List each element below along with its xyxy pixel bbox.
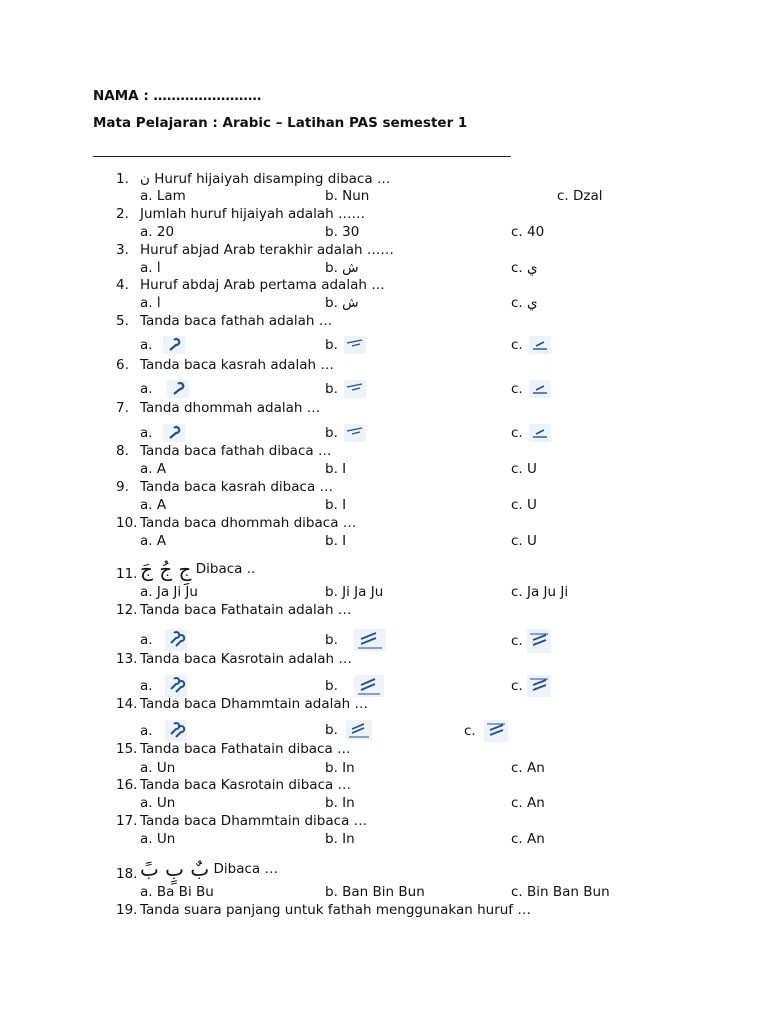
option-c: c. Dzal [557,188,603,204]
option-a: a. ا [140,295,161,311]
option-c: c. ي [511,295,538,311]
option-b: b. [325,380,366,398]
option-b: b. I [325,497,347,513]
option-a: a. Un [140,795,176,811]
question-text: Tanda baca kasrah adalah … [140,357,334,373]
option-b: b. Ban Bin Bun [325,884,425,900]
question-text: Tanda baca fathah dibaca … [140,443,332,459]
fathah-icon [344,380,366,398]
question-number: 11. [116,566,138,582]
question-number: 1. [116,171,129,187]
option-a: a. Un [140,831,176,847]
option-b: b. [325,336,366,354]
option-c: c. [511,629,551,653]
option-a: a. A [140,461,167,477]
option-c: c. [511,675,551,697]
question-text: Tanda suara panjang untuk fathah menggunakan huruf … [140,902,531,918]
option-c: c. U [511,533,537,549]
option-c: c. Bin Ban Bun [511,884,610,900]
question-number: 8. [116,443,129,459]
option-a: a. A [140,533,167,549]
option-b: b. Ji Ja Ju [325,584,384,600]
question-text: بٌ بٍ بً Dibaca … [140,857,278,881]
question-text: Tanda baca Fathatain dibaca … [140,741,351,757]
option-a: a. [140,336,185,354]
dhammah-icon [163,336,185,354]
option-b: b. ش [325,260,359,276]
option-a: a. Un [140,760,176,776]
option-a: a. [140,380,189,398]
dhammatain-icon [165,720,187,742]
option-c: c. 40 [511,224,545,240]
question-number: 9. [116,479,129,495]
option-b: b. 30 [325,224,360,240]
question-number: 10. [116,515,138,531]
option-b: b. [325,720,372,740]
option-c: c. [511,424,551,442]
option-b: b. Nun [325,188,370,204]
question-number: 6. [116,357,129,373]
student-name-field: NAMA : …………………… [93,88,262,104]
option-b: b. [325,675,384,697]
option-b: b. I [325,461,347,477]
dhammatain-icon [165,629,187,651]
question-text: Tanda dhommah adalah … [140,400,321,416]
dhammatain-icon [165,675,187,697]
question-number: 19. [116,902,138,918]
option-b: b. In [325,831,355,847]
header-divider [93,156,511,157]
question-text: Tanda baca Dhammtain dibaca … [140,813,368,829]
question-text: ن Huruf hijaiyah disamping dibaca … [140,171,391,187]
option-a: a. ا [140,260,161,276]
fathah-icon [344,424,366,442]
option-a: a. [140,720,187,742]
question-number: 16. [116,777,138,793]
option-b: b. [325,424,366,442]
option-c: c. [464,720,508,742]
option-c: c. [511,336,551,354]
option-c: c. U [511,461,537,477]
option-c: c. An [511,795,545,811]
question-number: 5. [116,313,129,329]
question-text: Tanda baca fathah adalah … [140,313,333,329]
question-text: Tanda baca kasrah dibaca … [140,479,334,495]
option-b: b. In [325,795,355,811]
question-number: 13. [116,651,138,667]
option-b: b. [325,629,386,651]
question-number: 12. [116,602,138,618]
question-text: Tanda baca Kasrotain adalah … [140,651,352,667]
option-a: a. Lam [140,188,186,204]
option-c: c. ي [511,260,538,276]
question-text: جِ جُ جَ Dibaca .. [140,557,256,581]
question-text: Huruf abjad Arab terakhir adalah …… [140,242,394,258]
option-a: a. Ba Bi Bu [140,884,214,900]
option-b: b. In [325,760,355,776]
option-c: c. An [511,831,545,847]
question-text: Tanda baca dhommah dibaca … [140,515,357,531]
option-b: b. ش [325,295,359,311]
fathatain-icon [527,629,551,653]
kasratain-icon [354,675,384,697]
question-number: 14. [116,696,138,712]
question-text: Tanda baca Kasrotain dibaca … [140,777,352,793]
fathah-icon [344,336,366,354]
question-text: Huruf abdaj Arab pertama adalah … [140,277,385,293]
option-a: a. [140,424,185,442]
option-c: c. An [511,760,545,776]
dhammah-icon [163,424,185,442]
kasrah-icon [529,380,551,398]
kasratain-icon [346,720,372,740]
fathatain-icon [484,720,508,742]
kasrah-icon [529,336,551,354]
question-text: Tanda baca Dhammtain adalah … [140,696,368,712]
option-a: a. A [140,497,167,513]
kasratain-icon [354,629,386,651]
option-a: a. 20 [140,224,175,240]
subject-title: Mata Pelajaran : Arabic – Latihan PAS semester 1 [93,115,468,131]
option-c: c. Ja Ju Ji [511,584,569,600]
question-number: 18. [116,866,138,882]
arabic-syllables: جِ جُ جَ [140,557,192,581]
option-c: c. [511,380,551,398]
fathatain-icon [527,675,551,697]
question-number: 2. [116,206,129,222]
arabic-syllables: بٌ بٍ بً [140,857,210,881]
question-number: 15. [116,741,138,757]
question-number: 7. [116,400,129,416]
question-number: 4. [116,277,129,293]
kasrah-icon [529,424,551,442]
dhammah-icon [167,380,189,398]
question-number: 3. [116,242,129,258]
option-c: c. U [511,497,537,513]
option-a: a. [140,629,187,651]
question-text: Jumlah huruf hijaiyah adalah …… [140,206,365,222]
option-b: b. I [325,533,347,549]
option-a: a. Ja Ji Ju [140,584,198,600]
question-number: 17. [116,813,138,829]
option-a: a. [140,675,187,697]
question-text: Tanda baca Fathatain adalah … [140,602,352,618]
